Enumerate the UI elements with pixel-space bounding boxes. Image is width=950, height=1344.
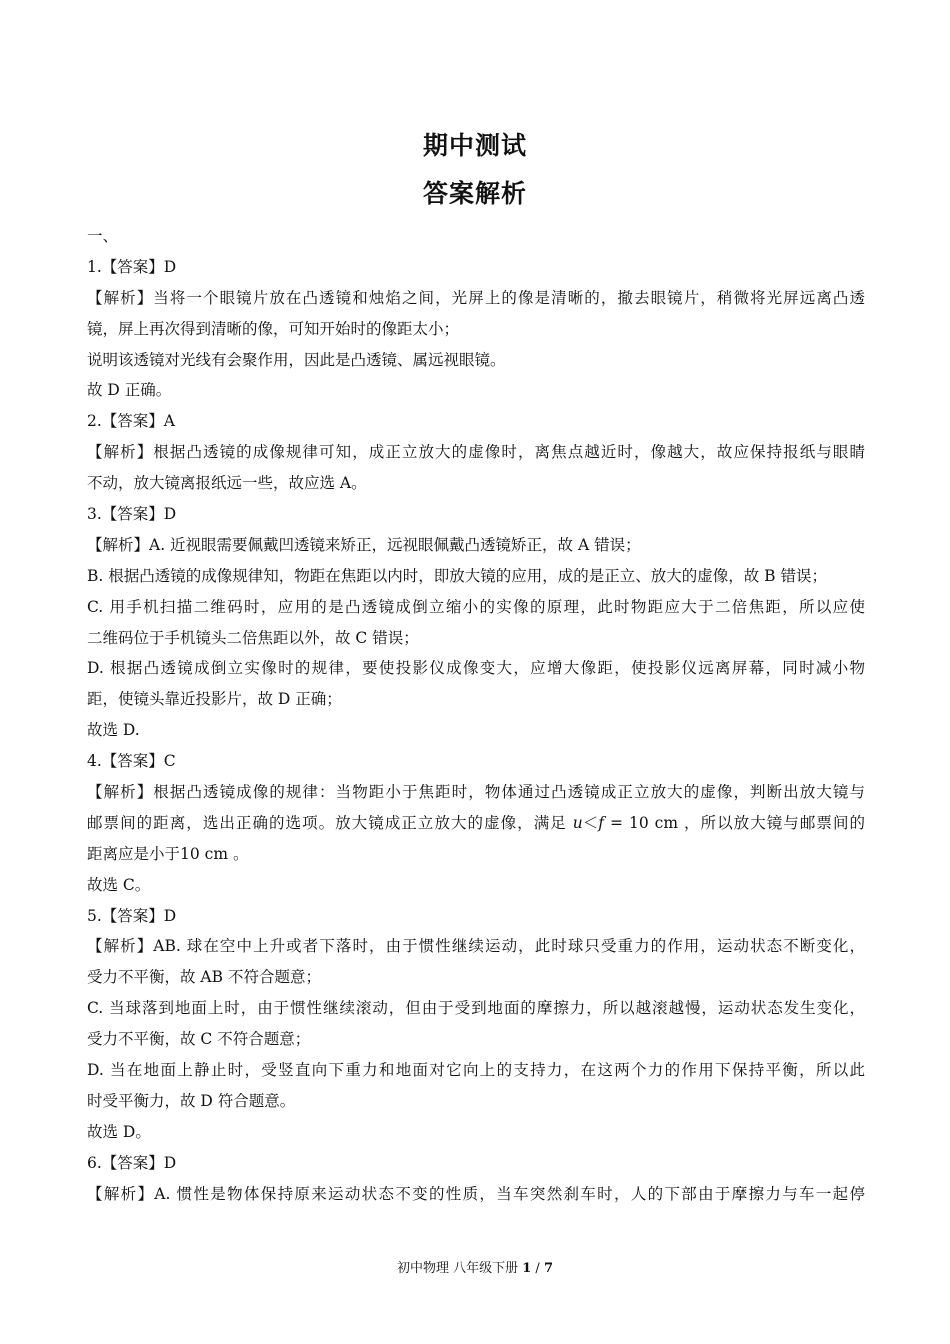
answer-line-5: 5.【答案】D (87, 906, 177, 925)
analysis-line: B. 根据凸透镜的成像规律知，物距在焦距以内时，即放大镜的应用，成的是正立、放大的虚像，故 B 错误； (87, 566, 827, 585)
analysis-line: 时受平衡力，故 D 符合题意。 (87, 1091, 296, 1110)
answer-line-4: 4.【答案】C (87, 752, 176, 771)
analysis-line: 距，使镜头靠近投影片，故 D 正确； (87, 690, 342, 709)
footer-text: 初中物理 八年级下册 (396, 1261, 523, 1276)
math-variable-u: u (572, 813, 583, 832)
section-heading: 一、 (87, 227, 119, 245)
analysis-line: 距离应是小于10 cm 。 (87, 844, 249, 863)
page-total: 7 (543, 1261, 553, 1276)
analysis-line-formula (87, 808, 865, 839)
analysis-line: 【解析】当将一个眼镜片放在凸透镜和烛焰之间，光屏上的像是清晰的，撤去眼镜片，稍微将光屏远离凸透 (87, 288, 865, 307)
analysis-line: 故选 C。 (87, 875, 151, 894)
formula-text-post: ，所以放大镜与邮票间的 (684, 813, 865, 832)
analysis-line: 故选 D。 (87, 1122, 151, 1141)
analysis-line: 【解析】根据凸透镜成像的规律：当物距小于焦距时，物体通过凸透镜成正立放大的虚像，判断出放大镜与 (87, 783, 865, 802)
analysis-line: 受力不平衡，故 AB 不符合题意； (87, 968, 321, 987)
formula-text-pre: 邮票间的距离，选出正确的选项。放大镜成正立放大的虚像，满足 (87, 813, 573, 832)
analysis-line: 【解析】A. 近视眼需要佩戴凹透镜来矫正，远视眼佩戴凸透镜矫正，故 A 错误； (87, 535, 641, 554)
analysis-line: 二维码位于手机镜头二倍焦距以外，故 C 错误； (87, 628, 419, 647)
analysis-line: 故 D 正确。 (87, 381, 172, 400)
analysis-line: 故选 D. (87, 721, 140, 740)
math-less-than: ＜ (582, 813, 599, 832)
page-footer (0, 1257, 950, 1276)
answer-line-2: 2.【答案】A (87, 412, 175, 431)
math-equals-value: = 10 cm (604, 813, 685, 832)
analysis-line: C. 用手机扫描二维码时，应用的是凸透镜成倒立缩小的实像的原理，此时物距应大于二倍焦距，所以应使 (87, 597, 865, 616)
page-subtitle: 答案解析 (422, 179, 527, 208)
analysis-line: 【解析】根据凸透镜的成像规律可知，成正立放大的虚像时，离焦点越近时，像越大，故应保持报纸与眼睛 (87, 443, 865, 462)
analysis-line: 说明该透镜对光线有会聚作用，因此是凸透镜、属远视眼镜。 (87, 350, 506, 369)
analysis-line: 【解析】A. 惯性是物体保持原来运动状态不变的性质，当车突然刹车时，人的下部由于摩擦力与车一起停 (87, 1184, 865, 1203)
answer-line-3: 3.【答案】D (87, 505, 177, 524)
answer-line-1: 1.【答案】D (87, 257, 177, 276)
math-variable-f: f (598, 813, 605, 832)
analysis-line: D. 当在地面上静止时，受竖直向下重力和地面对它向上的支持力，在这两个力的作用下保持平衡，所以此 (87, 1061, 865, 1080)
page-title: 期中测试 (422, 131, 527, 160)
analysis-line: 【解析】AB. 球在空中上升或者下落时，由于惯性继续运动，此时球只受重力的作用，运动状态不断变化， (87, 937, 865, 956)
page-number: 1 (522, 1261, 532, 1276)
page-separator: / (531, 1261, 544, 1276)
document-body (87, 221, 865, 1210)
analysis-line: 镜，屏上再次得到清晰的像，可知开始时的像距太小； (87, 319, 460, 338)
analysis-line: 受力不平衡，故 C 不符合题意； (87, 1030, 311, 1049)
answer-line-6: 6.【答案】D (87, 1153, 177, 1172)
analysis-line: D. 根据凸透镜成倒立实像时的规律，要使投影仪成像变大，应增大像距，使投影仪远离屏幕，同时减小物 (87, 659, 865, 678)
analysis-line: 不动，放大镜离报纸远一些，故应选 A。 (87, 474, 367, 493)
analysis-line: C. 当球落到地面上时，由于惯性继续滚动，但由于受到地面的摩擦力，所以越滚越慢，运动状态发生变化， (87, 999, 865, 1018)
